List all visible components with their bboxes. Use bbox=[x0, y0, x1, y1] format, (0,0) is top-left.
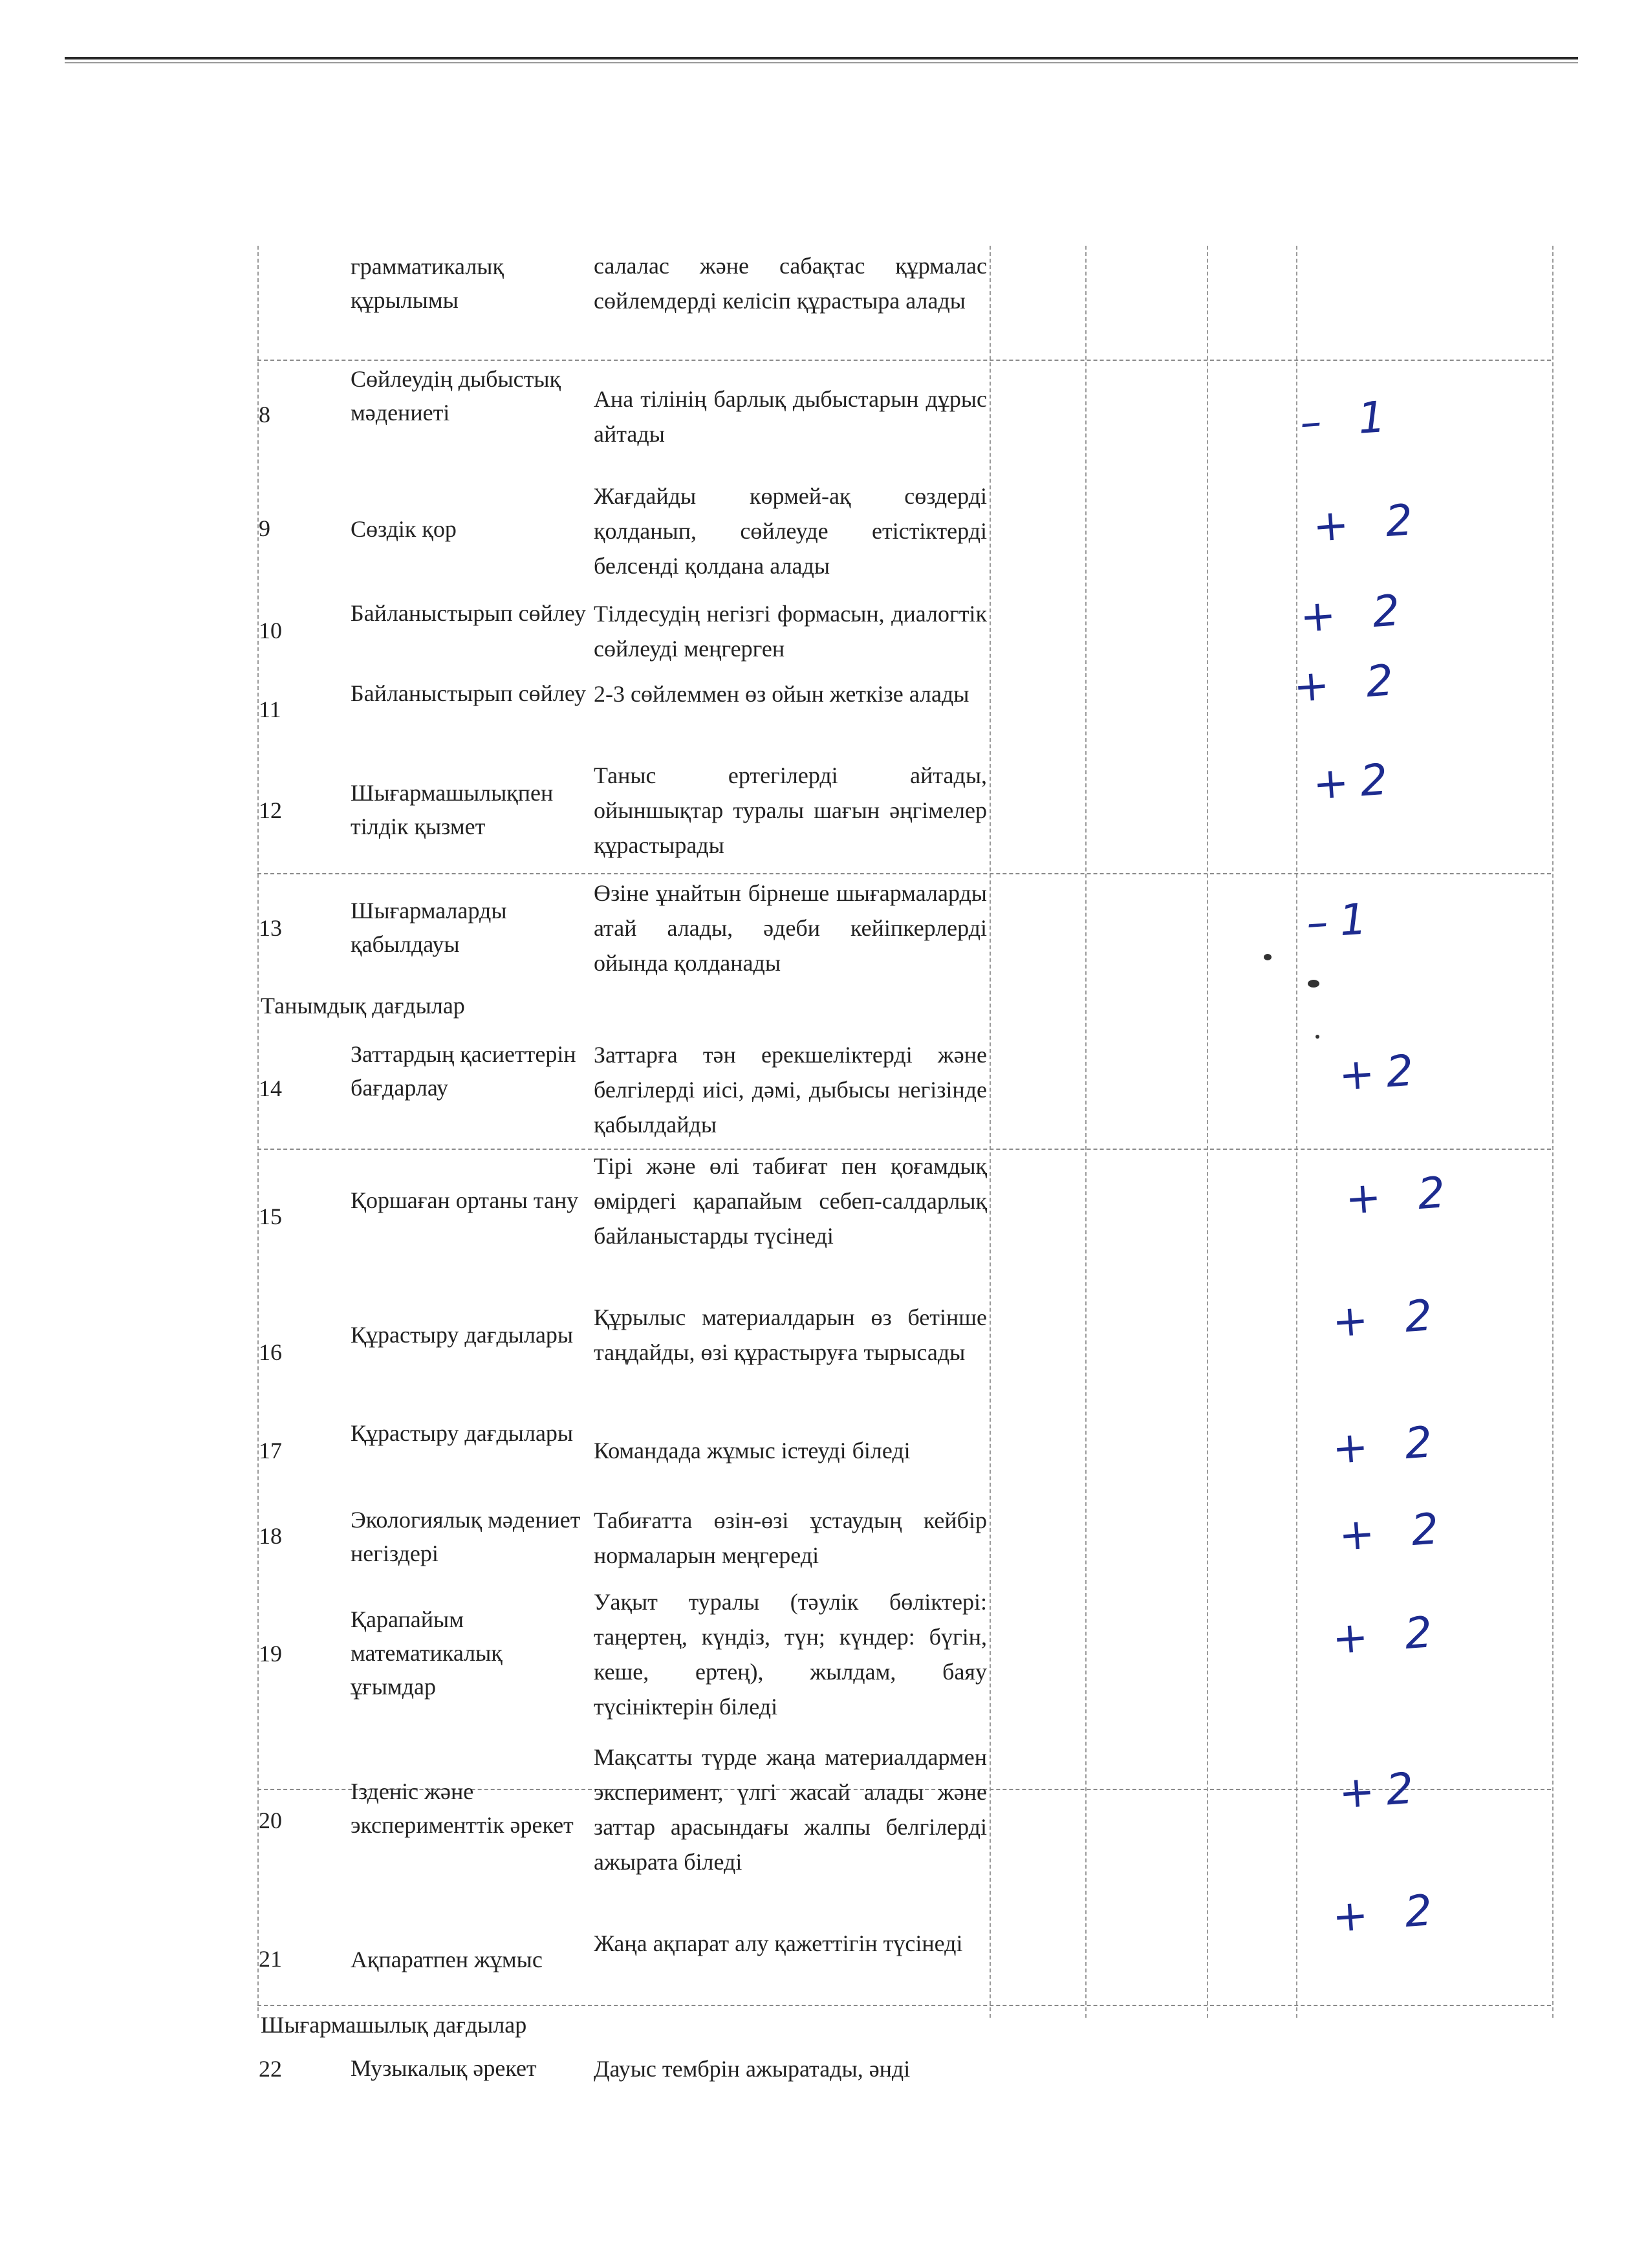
row-number: 14 bbox=[259, 1075, 282, 1101]
param-cell: Байланыстырып сөйлеу bbox=[351, 600, 586, 626]
table-column-line bbox=[990, 246, 991, 2018]
handwritten-score: +2 bbox=[1337, 1044, 1427, 1101]
row-number: 19 bbox=[259, 1641, 282, 1667]
handwritten-score: + 2 bbox=[1311, 494, 1426, 552]
param-cell: Шығармаларды қабылдауы bbox=[351, 898, 507, 957]
param-cell: Сөйлеудің дыбыстық мәдениеті bbox=[351, 366, 561, 426]
row-number: 8 bbox=[259, 402, 270, 427]
table-column-line bbox=[1296, 246, 1297, 2018]
desc-cell: Уақыт туралы (тәулік бөліктері: таңертең, күндіз, түн; күндер: бүгін, кеше, ертең), жылдам, баяу түсініктерін біледі bbox=[594, 1589, 987, 1720]
param-cell: Қоршаған ортаны тану bbox=[351, 1187, 579, 1213]
table-column-line bbox=[1552, 246, 1554, 2018]
row-number: 11 bbox=[259, 697, 281, 722]
scan-border-line-faint bbox=[65, 62, 1578, 63]
param-cell: Заттардың қасиеттерін бағдарлау bbox=[351, 1041, 576, 1101]
row-number: 13 bbox=[259, 915, 282, 941]
row-number: 20 bbox=[259, 1808, 282, 1833]
section-heading-creative: Шығармашылық дағдылар bbox=[261, 2012, 527, 2038]
table-row-line bbox=[257, 360, 1551, 361]
row-number: 9 bbox=[259, 515, 270, 541]
table-column-line bbox=[1207, 246, 1208, 2018]
desc-cell: Заттарға тән ерекшеліктерді және белгілерді иісі, дәмі, дыбысы негізінде қабылдайды bbox=[594, 1042, 987, 1138]
handwritten-score: + 2 bbox=[1343, 1167, 1458, 1224]
handwritten-score: +2 bbox=[1311, 753, 1401, 810]
scan-speck bbox=[1264, 954, 1272, 960]
row-number: 12 bbox=[259, 797, 282, 823]
desc-cell: Жаңа ақпарат алу қажеттігін түсінеді bbox=[594, 1930, 963, 1956]
param-cell: Құрастыру дағдылары bbox=[351, 1322, 574, 1348]
scan-speck bbox=[1316, 1035, 1319, 1039]
table-column-line bbox=[1085, 246, 1087, 2018]
handwritten-score: + 2 bbox=[1330, 1606, 1446, 1664]
desc-cell: Дауыс тембрін ажыратады, әнді bbox=[594, 2056, 911, 2082]
handwritten-score: –1 bbox=[1305, 893, 1380, 948]
table-column-line bbox=[257, 246, 259, 2018]
desc-cell: салалас және сабақтас құрмалас сөйлемдерді келісіп құрастыра алады bbox=[594, 253, 987, 314]
handwritten-score: + 2 bbox=[1337, 1503, 1452, 1561]
handwritten-score: + 2 bbox=[1292, 654, 1407, 712]
row-number: 16 bbox=[259, 1339, 282, 1365]
desc-cell: Жағдайды көрмей-ақ сөздерді қолданып, сөйлеуде етістіктерді белсенді қолдана алады bbox=[594, 483, 987, 579]
desc-cell: 2-3 сөйлеммен өз ойын жеткізе алады bbox=[594, 681, 969, 707]
section-heading-cognitive: Танымдық дағдылар bbox=[261, 993, 465, 1019]
param-cell: Музыкалық әрекет bbox=[351, 2055, 537, 2081]
desc-cell: Таныс ертегілерді айтады, ойыншықтар туралы шағын әңгімелер құрастырады bbox=[594, 762, 987, 858]
desc-cell: Тірі және өлі табиғат пен қоғамдық өмірдегі қарапайым себеп-салдарлық байланыстарды түсінеді bbox=[594, 1153, 987, 1249]
table-row-line bbox=[257, 2005, 1551, 2006]
scan-border-line bbox=[65, 57, 1578, 59]
handwritten-score: +2 bbox=[1337, 1762, 1427, 1819]
param-cell: Ақпаратпен жұмыс bbox=[351, 1947, 543, 1972]
row-number: 17 bbox=[259, 1438, 282, 1463]
param-cell: Ізденіс және эксперименттік әрекет bbox=[351, 1778, 574, 1838]
param-cell: Шығармашылықпен тілдік қызмет bbox=[351, 780, 554, 839]
handwritten-score: + 2 bbox=[1330, 1416, 1446, 1474]
row-number: 22 bbox=[259, 2056, 282, 2082]
param-cell: Құрастыру дағдылары bbox=[351, 1420, 574, 1446]
desc-cell: Мақсатты түрде жаңа материалдармен эксперимент, үлгі жасай алады және заттар арасындағы жалпы белгілерді ажырата біледі bbox=[594, 1744, 987, 1875]
row-number: 15 bbox=[259, 1204, 282, 1229]
row-number: 21 bbox=[259, 1946, 282, 1972]
param-cell: грамматикалық құрылымы bbox=[351, 254, 504, 313]
row-number: 10 bbox=[259, 618, 282, 643]
desc-cell: Ана тілінің барлық дыбыстарын дұрыс айтады bbox=[594, 386, 987, 447]
param-cell: Экологиялық мәдениет негіздері bbox=[351, 1507, 581, 1566]
param-cell: Қарапайым математикалық ұғымдар bbox=[351, 1606, 503, 1700]
scan-speck bbox=[1308, 980, 1319, 988]
desc-cell: Өзіне ұнайтын бірнеше шығармаларды атай алады, әдеби кейіпкерлерді ойында қолданады bbox=[594, 880, 987, 976]
row-number: 18 bbox=[259, 1523, 282, 1549]
table-row-line bbox=[257, 873, 1551, 874]
param-cell: Байланыстырып сөйлеу bbox=[351, 680, 586, 706]
handwritten-score: + 2 bbox=[1330, 1885, 1446, 1942]
desc-cell: Табиғатта өзін-өзі ұстаудың кейбір нормаларын меңгереді bbox=[594, 1507, 987, 1568]
desc-cell: Тілдесудің негізгі формасын, диалогтік сөйлеуді меңгерген bbox=[594, 601, 987, 662]
desc-cell: Құрылыс материалдарын өз бетінше таңдайды, өзі құрастыруға тырысады bbox=[594, 1304, 987, 1365]
handwritten-score: + 2 bbox=[1330, 1290, 1446, 1347]
handwritten-score: + 2 bbox=[1298, 585, 1413, 642]
handwritten-score: – 1 bbox=[1298, 391, 1399, 448]
param-cell: Сөздік қор bbox=[351, 516, 457, 542]
desc-cell: Командада жұмыс істеуді біледі bbox=[594, 1438, 911, 1463]
